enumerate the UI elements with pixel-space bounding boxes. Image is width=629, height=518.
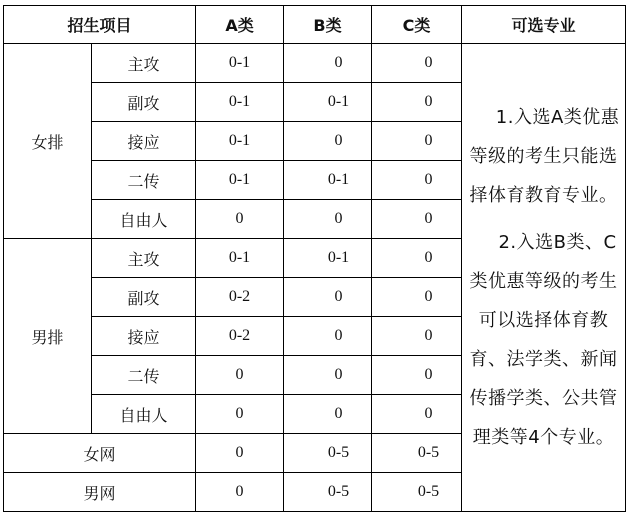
position-cell: 副攻 (92, 83, 196, 122)
position-cell: 自由人 (92, 395, 196, 434)
value-b-cell: 0 (284, 317, 372, 356)
header-project: 招生项目 (4, 6, 196, 44)
value-b-cell: 0 (284, 122, 372, 161)
value-a-cell: 0-2 (196, 317, 284, 356)
value-b-cell: 0-1 (284, 239, 372, 278)
value-b-cell: 0 (284, 44, 372, 83)
value-c-cell: 0-5 (372, 434, 462, 473)
value-c-cell: 0 (372, 83, 462, 122)
group-women-tennis: 女网 (4, 434, 196, 473)
value-a-cell: 0 (196, 200, 284, 239)
table-row (4, 44, 626, 83)
value-c-cell: 0 (372, 395, 462, 434)
majors-note (462, 44, 626, 512)
value-b-cell: 0-5 (284, 473, 372, 512)
value-c-cell: 0-5 (372, 473, 462, 512)
position-cell: 主攻 (92, 239, 196, 278)
position-cell: 接应 (92, 122, 196, 161)
group-men-tennis: 男网 (4, 473, 196, 512)
value-a-cell: 0-1 (196, 44, 284, 83)
header-category-a: A类 (196, 6, 284, 44)
value-c-cell: 0 (372, 356, 462, 395)
value-b-cell: 0 (284, 200, 372, 239)
value-a-cell: 0-2 (196, 278, 284, 317)
majors-note-paragraph-1: 1.入选A类优惠等级的考生只能选择体育教育专业。 (469, 107, 620, 206)
value-b-cell: 0-5 (284, 434, 372, 473)
value-c-cell: 0 (372, 161, 462, 200)
value-c-cell: 0 (372, 317, 462, 356)
value-c-cell: 0 (372, 239, 462, 278)
value-b-cell: 0 (284, 395, 372, 434)
value-c-cell: 0 (372, 278, 462, 317)
value-a-cell: 0 (196, 473, 284, 512)
position-cell: 主攻 (92, 44, 196, 83)
header-majors: 可选专业 (462, 6, 626, 44)
value-b-cell: 0 (284, 356, 372, 395)
position-cell: 接应 (92, 317, 196, 356)
position-cell: 自由人 (92, 200, 196, 239)
value-a-cell: 0-1 (196, 122, 284, 161)
value-a-cell: 0-1 (196, 239, 284, 278)
recruitment-table (3, 5, 626, 512)
group-women-volleyball: 女排 (4, 44, 92, 239)
value-a-cell: 0-1 (196, 83, 284, 122)
position-cell: 二传 (92, 356, 196, 395)
position-cell: 二传 (92, 161, 196, 200)
value-b-cell: 0-1 (284, 161, 372, 200)
value-a-cell: 0 (196, 356, 284, 395)
majors-note-paragraph-2: 2.入选B类、C类优惠等级的考生可以选择体育教育、法学类、新闻传播学类、公共管理类等4个专业。 (469, 232, 618, 448)
value-b-cell: 0-1 (284, 83, 372, 122)
value-c-cell: 0 (372, 44, 462, 83)
value-a-cell: 0-1 (196, 161, 284, 200)
value-c-cell: 0 (372, 122, 462, 161)
table-header-row (4, 6, 626, 44)
value-a-cell: 0 (196, 395, 284, 434)
value-b-cell: 0 (284, 278, 372, 317)
position-cell: 副攻 (92, 278, 196, 317)
group-men-volleyball: 男排 (4, 239, 92, 434)
header-category-b: B类 (284, 6, 372, 44)
header-category-c: C类 (372, 6, 462, 44)
value-c-cell: 0 (372, 200, 462, 239)
value-a-cell: 0 (196, 434, 284, 473)
